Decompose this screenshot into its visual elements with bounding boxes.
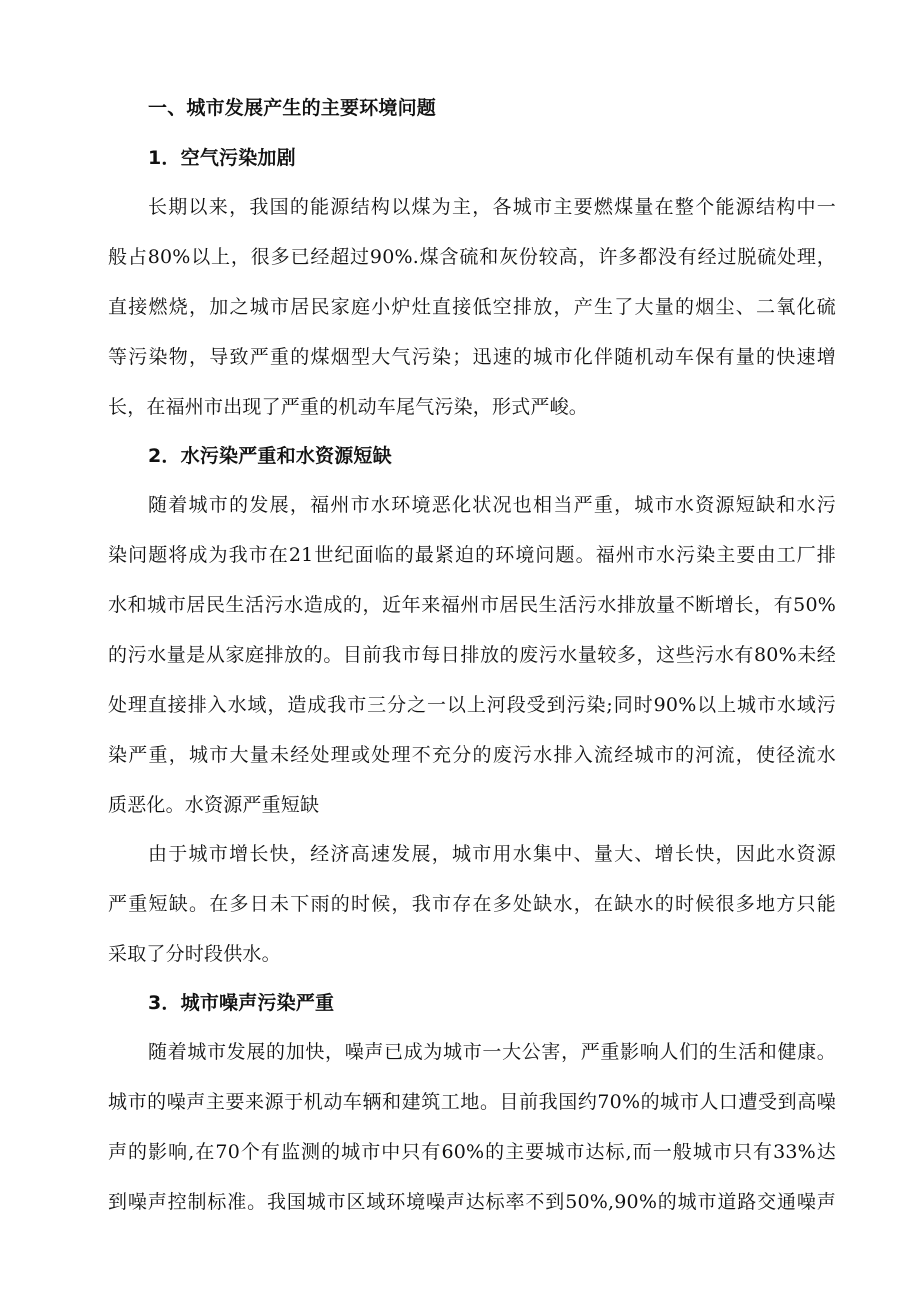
section-1-heading: 1．空气污染加剧 [148,147,296,169]
section-2-para-2-line-3: 采取了分时段供水。 [108,943,281,965]
section-3-line-2: 城市的噪声主要来源于机动车辆和建筑工地。目前我国约70%的城市人口遭受到高噪 [108,1091,836,1113]
section-2-para-1-line-1: 随着城市的发展，福州市水环境恶化状况也相当严重，城市水资源短缺和水污 [148,494,836,516]
section-1-line-4: 等污染物，导致严重的煤烟型大气污染；迅速的城市化伴随机动车保有量的快速增 [108,346,836,368]
section-1-line-2: 般占80%以上，很多已经超过90%.煤含硫和灰份较高，许多都没有经过脱硫处理， [108,246,836,268]
main-heading: 一、城市发展产生的主要环境问题 [148,97,437,119]
section-2-para-1-line-6: 染严重，城市大量未经处理或处理不充分的废污水排入流经城市的河流，使径流水 [108,744,836,766]
section-2-para-1-line-3: 水和城市居民生活污水造成的，近年来福州市居民生活污水排放量不断增长，有50% [108,594,836,616]
section-2-heading: 2．水污染严重和水资源短缺 [148,445,392,467]
section-2-para-2-line-2: 严重短缺。在多日未下雨的时候，我市存在多处缺水，在缺水的时候很多地方只能 [108,893,836,915]
section-2-para-1-line-7: 质恶化。水资源严重短缺 [108,794,320,816]
section-3-line-3: 声的影响,在70个有监测的城市中只有60%的主要城市达标,而一般城市只有33%达 [108,1141,836,1163]
section-3-heading: 3．城市噪声污染严重 [148,992,335,1014]
section-1-line-3: 直接燃烧，加之城市居民家庭小炉灶直接低空排放，产生了大量的烟尘、二氧化硫 [108,296,836,318]
section-1-line-1: 长期以来，我国的能源结构以煤为主，各城市主要燃煤量在整个能源结构中一 [148,196,836,218]
section-2-para-2-line-1: 由于城市增长快，经济高速发展，城市用水集中、量大、增长快，因此水资源 [148,843,836,865]
section-1-line-5: 长，在福州市出现了严重的机动车尾气污染，形式严峻。 [108,396,589,418]
section-2-para-1-line-4: 的污水量是从家庭排放的。目前我市每日排放的废污水量较多，这些污水有80%未经 [108,644,836,666]
section-2-para-1-line-2: 染问题将成为我市在21世纪面临的最紧迫的环境问题。福州市水污染主要由工厂排 [108,544,836,566]
section-3-line-1: 随着城市发展的加快，噪声已成为城市一大公害，严重影响人们的生活和健康。 [148,1041,836,1063]
section-3-line-4: 到噪声控制标准。我国城市区域环境噪声达标率不到50%,90%的城市道路交通噪声 [108,1191,836,1213]
section-2-para-1-line-5: 处理直接排入水域，造成我市三分之一以上河段受到污染;同时90%以上城市水域污 [108,694,836,716]
